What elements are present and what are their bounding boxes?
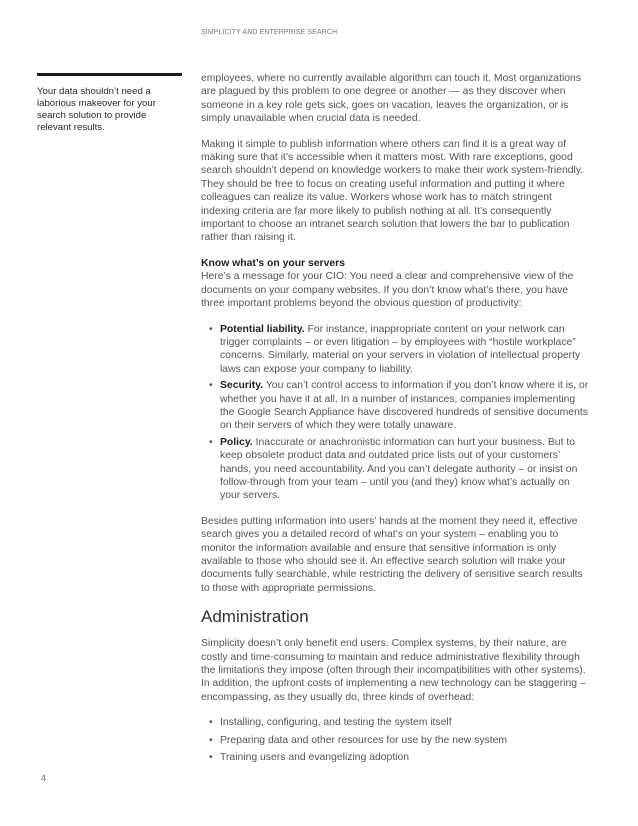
- bullet-marker: •: [209, 323, 213, 335]
- item-lead: Policy.: [220, 436, 253, 448]
- item-lead: Potential liability.: [220, 323, 305, 335]
- item-text: Training users and evangelizing adoption: [220, 752, 410, 764]
- problems-list: [201, 323, 591, 503]
- servers-heading: Know what’s on your servers: [201, 257, 345, 269]
- body-paragraph: Simplicity doesn’t only benefit end users. Complex systems, by their nature, are costly and time-consuming to maintain and reduce administrative flexibility through the limitations they impose (often through their incompatibilities with other systems).: [201, 638, 586, 677]
- item-text: For instance, inappropriate content on your network can trigger complaints – or even litigation – by employees with “hostile workplace” concerns. Similarly, material on your servers in violation of intellectual property laws can expose your company to liability.: [220, 323, 581, 375]
- sidebar-rule: [37, 73, 182, 76]
- overhead-list: [201, 716, 591, 764]
- body-paragraph: employees, where no currently available algorithm can touch it. Most organizations are plagued by this problem to one degree or another — as they discover when someone in a key role gets sick, goes on vacation, leaves the organization, or is simply unavailable when crucial data is needed.: [201, 73, 582, 125]
- servers-closing: Besides putting information into users’ hands at the moment they need it, effective search gives you a detailed record of what’s on your system – enabling you to monitor the information available and ensure that sensitive information is only available to those who should see it. An effective search solution will make your documents fully searchable, while restricting the delivery of sensitive search results to those with appropriate permissions.: [201, 515, 583, 594]
- item-text: Installing, configuring, and testing the system itself: [220, 717, 452, 729]
- item-lead: Security.: [220, 380, 264, 392]
- section-title: Administration: [201, 607, 309, 627]
- bullet-marker: •: [209, 752, 213, 764]
- bullet-marker: •: [209, 734, 213, 746]
- sidebar: [37, 73, 182, 134]
- list-item: [209, 436, 591, 503]
- page-number: 4: [41, 773, 47, 783]
- list-item: [209, 716, 591, 729]
- list-item: [209, 734, 591, 747]
- body-paragraph: In addition, the upfront costs of implementing a new technology can be staggering – encompassing, as they usually do, three kinds of overhead:: [201, 678, 586, 703]
- item-text: Inaccurate or anachronistic information can hurt your business. But to keep obsolete product data and outdated price lists out of your customers’ hands, you need accountability. And you can’t delegate authority – or insist on follow-through from your team – until you (and they) know what’s actually on your servers.: [220, 436, 578, 502]
- bullet-marker: •: [209, 380, 213, 392]
- pull-quote: Your data shouldn’t need a laborious makeover for your search solution to provide relevant results.: [37, 86, 156, 133]
- item-text: You can’t control access to information if you don’t know where it is, or whether you have it at all. In a number of instances, companies implementing the Google Search Appliance have discovered hundreds of sensitive documents on their servers of which they were totally unaware.: [220, 380, 589, 432]
- list-item: [209, 323, 591, 377]
- bullet-marker: •: [209, 717, 213, 729]
- bullet-marker: •: [209, 436, 213, 448]
- list-item: [209, 379, 591, 433]
- servers-intro: Here’s a message for your CIO: You need a clear and comprehensive view of the documents on your company websites. If you don’t know what’s there, you have three important problems beyond the obvious question of productivity:: [201, 271, 574, 310]
- main-column: [201, 72, 591, 776]
- list-item: [209, 751, 591, 764]
- item-text: Preparing data and other resources for use by the new system: [220, 734, 508, 746]
- running-header: SIMPLICITY AND ENTERPRISE SEARCH: [201, 29, 338, 36]
- body-paragraph: Making it simple to publish information where others can find it is a great way of making sure that it’s accessible when it matters most. With rare exceptions, good search shouldn’t depend on knowledge workers to make their work system-friendly. They should be free to focus on creating useful information and putting it where colleagues can realize its value. Workers whose work has to match stringent indexing criteria are far more likely to publish nothing at all. It’s consequently important to choose an intranet search solution that lowers the bar to publication rather than raising it.: [201, 138, 584, 244]
